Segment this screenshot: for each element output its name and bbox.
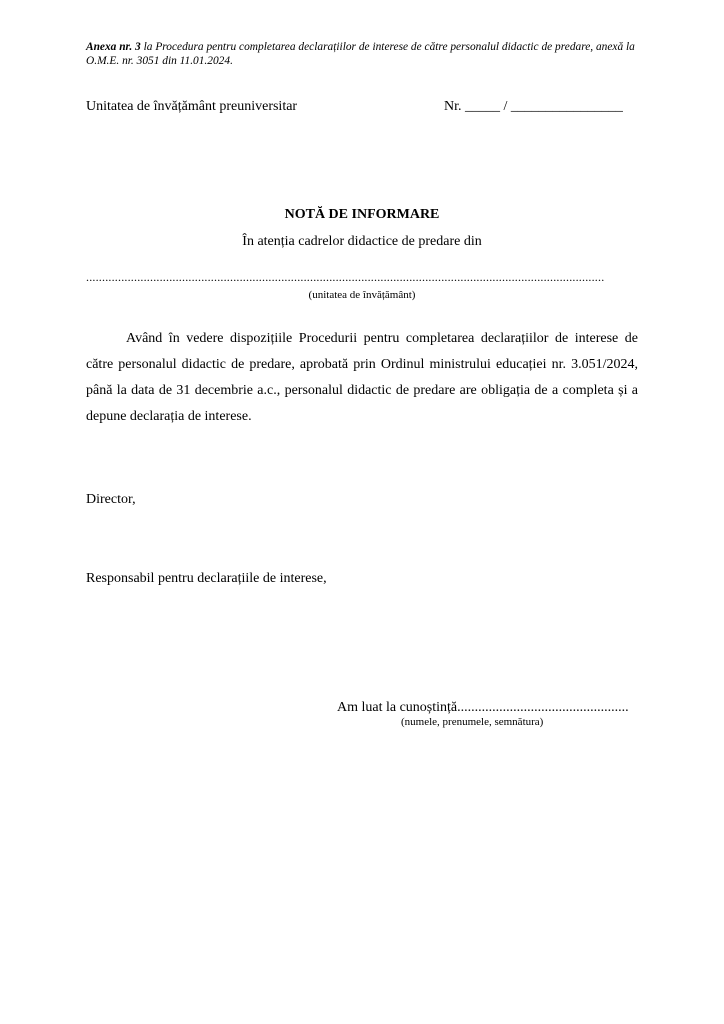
annex-text: la Procedura pentru completarea declarațiilor de interese de către personalul didactic de predare, anexă la O.M.E. nr. 3051 din 11.01.2024. — [86, 41, 635, 67]
acknowledgement-caption: (numele, prenumele, semnătura) — [401, 716, 544, 728]
school-unit-label: Unitatea de învățământ preuniversitar — [86, 99, 298, 114]
page-title: NOTĂ DE INFORMARE — [284, 207, 440, 222]
acknowledgement-line: Am luat la cunoștință................................................. — [337, 700, 629, 715]
school-unit-caption: (unitatea de învățământ) — [308, 289, 416, 301]
registration-number-field: Nr. _____ / ________________ — [444, 99, 623, 114]
responsible-label: Responsabil pentru declarațiile de interese, — [86, 571, 327, 586]
director-label: Director, — [86, 492, 136, 507]
page-subtitle: În atenția cadrelor didactice de predare din — [242, 234, 482, 249]
annex-label: Anexa nr. 3 — [86, 41, 141, 53]
body-paragraph: Având în vedere dispozițiile Procedurii pentru completarea declarațiilor de interese de către personalul didactic de predare, aprobată prin Ordinul ministrului educației nr. 3.051/2024, până la data de 31 decembrie a.c., personalul didactic de predare are obligația de a completa și a depune declarația de interese. — [86, 331, 638, 424]
annex-header — [86, 41, 656, 68]
school-unit-placeholder: .................................................................................................................................................................. — [86, 270, 605, 284]
